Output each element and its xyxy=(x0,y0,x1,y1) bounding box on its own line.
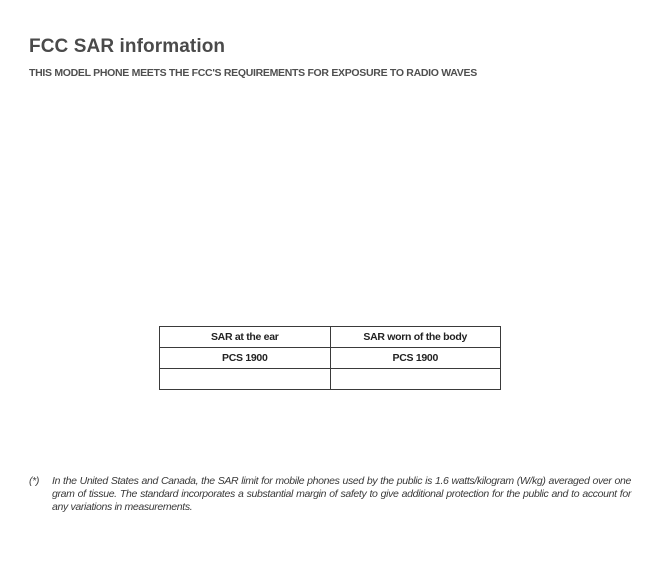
table-cell: PCS 1900 xyxy=(330,348,501,369)
table-header-row xyxy=(160,327,501,348)
header-sar-body: SAR worn of the body xyxy=(330,327,501,348)
header-sar-ear: SAR at the ear xyxy=(160,327,331,348)
sar-table xyxy=(159,326,501,390)
page-title: FCC SAR information xyxy=(29,36,226,57)
table-cell xyxy=(160,369,331,390)
footnote-text: In the United States and Canada, the SAR limit for mobile phones used by the public is 1.6 watts/kilogram (W/kg) averaged over one gram of tissue. The standard incorporates a substantial margin of safety to give additional protection for the public and to account for any variations in measurements. xyxy=(52,475,631,513)
table-cell: PCS 1900 xyxy=(160,348,331,369)
table-row xyxy=(160,369,501,390)
page-subtitle: THIS MODEL PHONE MEETS THE FCC'S REQUIREMENTS FOR EXPOSURE TO RADIO WAVES xyxy=(29,67,477,79)
table-row xyxy=(160,348,501,369)
footnote-marker: (*) xyxy=(29,475,40,487)
table-cell xyxy=(330,369,501,390)
footnote xyxy=(29,475,631,514)
